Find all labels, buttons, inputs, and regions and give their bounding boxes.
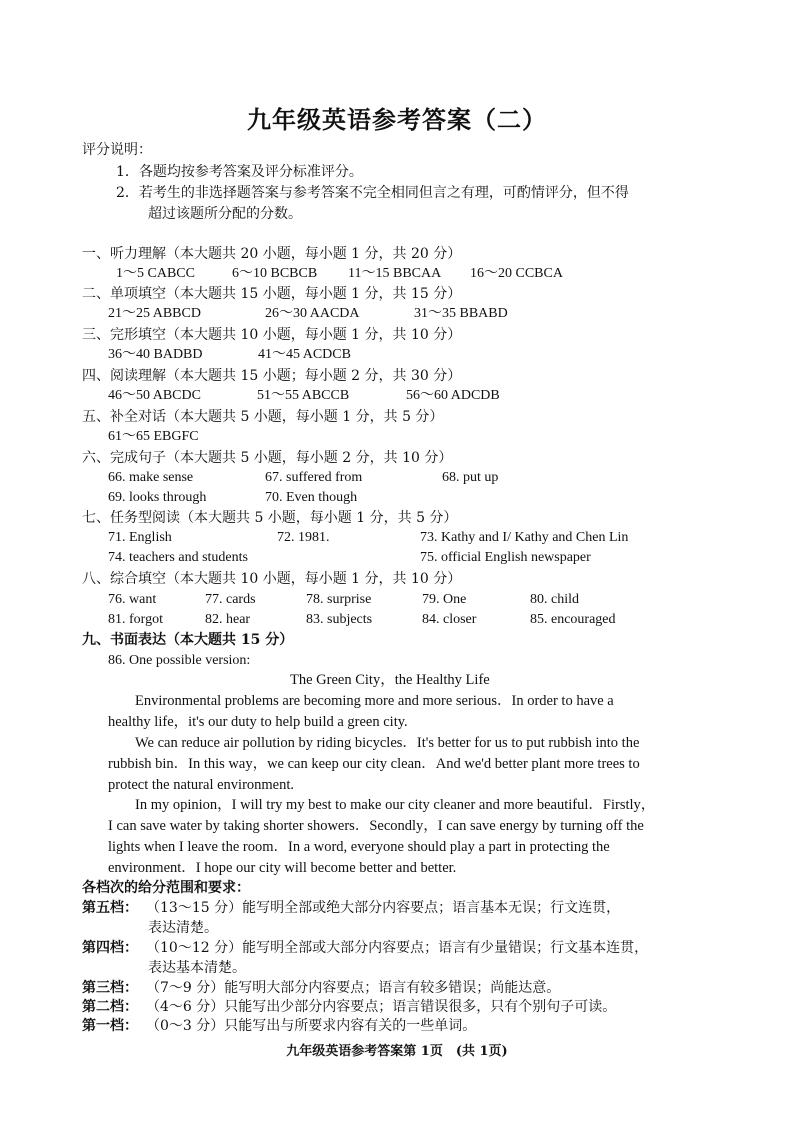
- essay-line: rubbish bin．In this way，we can keep our city clean．And we'd better plant more trees to: [108, 756, 640, 772]
- section-4-heading: 四、阅读理解（本大题共 15 小题；每小题 2 分，共 30 分）: [82, 368, 462, 384]
- essay-line: We can reduce air pollution by riding bicycles．It's better for us to put rubbish into the: [135, 735, 640, 751]
- grading-heading: 各档次的给分范围和要求：: [82, 880, 250, 896]
- grade-level-2-text: （4～6 分）只能写出少部分内容要点；语言错误很多，只有个别句子可读。: [146, 999, 617, 1015]
- section-8-answer: 83. subjects: [306, 612, 373, 627]
- section-8-answer: 85. encouraged: [530, 612, 616, 627]
- section-7-heading: 七、任务型阅读（本大题共 5 小题，每小题 1 分，共 5 分）: [82, 510, 458, 526]
- section-7-answer: 73. Kathy and I/ Kathy and Chen Lin: [420, 530, 629, 545]
- section-8-heading: 八、综合填空（本大题共 10 小题，每小题 1 分，共 10 分）: [82, 571, 462, 587]
- essay-line: protect the natural environment.: [108, 777, 295, 793]
- essay-line: I can save water by taking shorter showers．Secondly，I can save energy by turning off the: [108, 818, 644, 834]
- essay-line: environment．I hope our city will become better and better.: [108, 860, 457, 876]
- section-1-answer: 6～10 BCBCB: [232, 266, 318, 281]
- section-6-answer: 66. make sense: [108, 470, 194, 485]
- scoring-notes-heading: 评分说明：: [82, 142, 152, 158]
- grade-level-5-text: （13～15 分）能写明全部或绝大部分内容要点；语言基本无误；行文连贯，: [146, 900, 621, 916]
- section-3-answer: 36～40 BADBD: [108, 347, 203, 362]
- section-4-answer: 51～55 ABCCB: [257, 388, 350, 403]
- section-3-answer: 41～45 ACDCB: [258, 347, 351, 362]
- section-8-answer: 78. surprise: [306, 592, 372, 607]
- grade-level-5-label: 第五档：: [82, 900, 138, 916]
- essay-line: healthy life，it's our duty to help build a green city.: [108, 714, 408, 730]
- section-6-answer: 67. suffered from: [265, 470, 363, 485]
- section-5-heading: 五、补全对话（本大题共 5 小题，每小题 1 分，共 5 分）: [82, 409, 444, 425]
- page-title: 九年级英语参考答案（二）: [247, 105, 547, 134]
- section-7-answer: 72. 1981.: [277, 530, 330, 545]
- scoring-note-2-cont: 超过该题所分配的分数。: [148, 206, 302, 222]
- section-1-answer: 1～5 CABCC: [116, 266, 195, 281]
- section-2-heading: 二、单项填空（本大题共 15 小题，每小题 1 分，共 15 分）: [82, 286, 462, 302]
- grade-level-1-text: （0～3 分）只能写出与所要求内容有关的一些单词。: [146, 1018, 477, 1034]
- essay-title: The Green City，the Healthy Life: [290, 672, 490, 688]
- scoring-note-2: 2．若考生的非选择题答案与参考答案不完全相同但言之有理，可酌情评分，但不得: [116, 185, 629, 201]
- section-7-answer: 75. official English newspaper: [420, 550, 591, 565]
- section-8-answer: 81. forgot: [108, 612, 163, 627]
- section-8-answer: 76. want: [108, 592, 157, 607]
- section-2-answer: 26～30 AACDA: [265, 306, 360, 321]
- essay-intro: 86. One possible version:: [108, 653, 251, 668]
- section-4-answer: 46～50 ABCDC: [108, 388, 201, 403]
- section-7-answer: 71. English: [108, 530, 172, 545]
- section-1-heading: 一、听力理解（本大题共 20 小题，每小题 1 分，共 20 分）: [82, 246, 462, 262]
- grade-level-2-label: 第二档：: [82, 999, 138, 1015]
- section-8-answer: 77. cards: [205, 592, 256, 607]
- section-5-answer: 61～65 EBGFC: [108, 429, 199, 444]
- grade-level-3-text: （7～9 分）能写明大部分内容要点；语言有较多错误；尚能达意。: [146, 980, 561, 996]
- section-8-answer: 79. One: [422, 592, 467, 607]
- grade-level-4-text: （10～12 分）能写明全部或大部分内容要点；语言有少量错误；行文基本连贯，: [146, 940, 649, 956]
- grade-level-5-cont: 表达清楚。: [148, 920, 218, 936]
- section-3-heading: 三、完形填空（本大题共 10 小题，每小题 1 分，共 10 分）: [82, 327, 462, 343]
- grade-level-1-label: 第一档：: [82, 1018, 138, 1034]
- scoring-note-1: 1．各题均按参考答案及评分标准评分。: [116, 164, 363, 180]
- section-6-answer: 68. put up: [442, 470, 499, 485]
- section-8-answer: 82. hear: [205, 612, 251, 627]
- section-8-answer: 80. child: [530, 592, 579, 607]
- section-7-answer: 74. teachers and students: [108, 550, 248, 565]
- section-6-answer: 69. looks through: [108, 490, 207, 505]
- section-6-answer: 70. Even though: [265, 490, 358, 505]
- section-2-answer: 31～35 BBABD: [414, 306, 508, 321]
- essay-line: lights when I leave the room．In a word, everyone should play a part in protecting the: [108, 839, 610, 855]
- section-1-answer: 11～15 BBCAA: [348, 266, 442, 281]
- section-1-answer: 16～20 CCBCA: [470, 266, 563, 281]
- section-8-answer: 84. closer: [422, 612, 477, 627]
- grade-level-4-label: 第四档：: [82, 940, 138, 956]
- page-footer: 九年级英语参考答案第 1页 (共 1页): [286, 1044, 508, 1059]
- grade-level-4-cont: 表达基本清楚。: [148, 960, 246, 976]
- section-6-heading: 六、完成句子（本大题共 5 小题，每小题 2 分，共 10 分）: [82, 450, 453, 466]
- essay-line: In my opinion，I will try my best to make our city cleaner and more beautiful．Firstly，: [135, 797, 656, 813]
- section-9-heading: 九、书面表达（本大题共 15 分）: [82, 632, 294, 648]
- grade-level-3-label: 第三档：: [82, 980, 138, 996]
- essay-line: Environmental problems are becoming more and more serious．In order to have a: [135, 693, 614, 709]
- section-2-answer: 21～25 ABBCD: [108, 306, 201, 321]
- section-4-answer: 56～60 ADCDB: [406, 388, 500, 403]
